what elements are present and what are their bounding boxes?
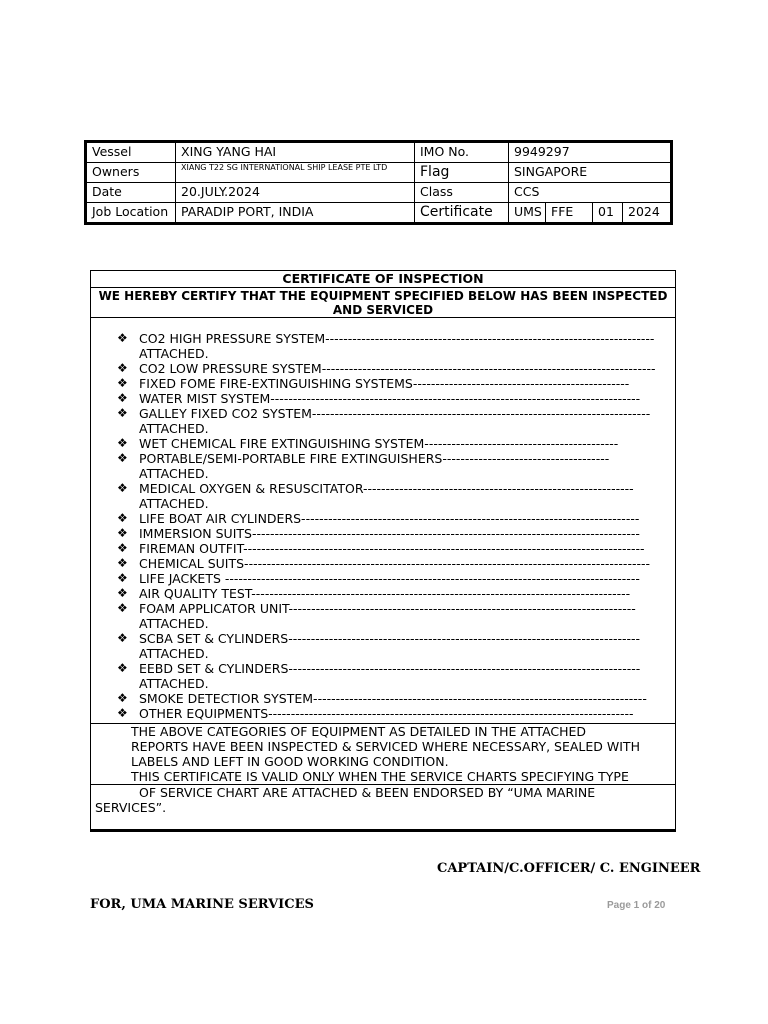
attached-note: ATTACHED. [139, 616, 209, 631]
list-item [91, 541, 675, 556]
diamond-bullet-icon: ❖ [117, 511, 128, 525]
list-item [91, 391, 675, 406]
diamond-bullet-icon: ❖ [117, 706, 128, 720]
note-line: THIS CERTIFICATE IS VALID ONLY WHEN THE SERVICE CHARTS SPECIFYING TYPE [131, 769, 629, 784]
diamond-bullet-icon: ❖ [117, 406, 128, 420]
certificate-title: CERTIFICATE OF INSPECTION [91, 271, 675, 288]
list-item [91, 451, 675, 481]
certificate-number-parts [509, 203, 670, 222]
equipment-name: SCBA SET & CYLINDERS------------------------------------------------------------------------------ [139, 631, 641, 646]
equipment-name: CO2 LOW PRESSURE SYSTEM-------------------------------------------------------------------------- [139, 361, 656, 376]
signatories: CAPTAIN/C.OFFICER/ C. ENGINEER [437, 861, 701, 876]
equipment-name: CHEMICAL SUITS------------------------------------------------------------------------------------------ [139, 556, 650, 571]
note-line: THE ABOVE CATEGORIES OF EQUIPMENT AS DETAILED IN THE ATTACHED [131, 724, 587, 739]
diamond-bullet-icon: ❖ [117, 481, 128, 495]
diamond-bullet-icon: ❖ [117, 601, 128, 615]
attached-note: ATTACHED. [139, 346, 209, 361]
equipment-name: IMMERSION SUITS-------------------------------------------------------------------------------------- [139, 526, 640, 541]
job-row [86, 203, 672, 224]
equipment-name: SMOKE DETECTIOR SYSTEM-------------------------------------------------------------------------- [139, 691, 647, 706]
diamond-bullet-icon: ❖ [117, 691, 128, 705]
list-item [91, 556, 675, 571]
list-item [91, 601, 675, 631]
diamond-bullet-icon: ❖ [117, 361, 128, 375]
vessel-value: XING YANG HAI [176, 142, 415, 163]
attached-note: ATTACHED. [139, 466, 209, 481]
diamond-bullet-icon: ❖ [117, 661, 128, 675]
equipment-name: CO2 HIGH PRESSURE SYSTEM------------------------------------------------------------------------- [139, 331, 655, 346]
equipment-name: EEBD SET & CYLINDERS------------------------------------------------------------------------------ [139, 661, 641, 676]
imo-label: IMO No. [415, 142, 509, 163]
diamond-bullet-icon: ❖ [117, 331, 128, 345]
diamond-bullet-icon: ❖ [117, 586, 128, 600]
list-item [91, 436, 675, 451]
diamond-bullet-icon: ❖ [117, 631, 128, 645]
list-item [91, 706, 675, 721]
attached-note: ATTACHED. [139, 646, 209, 661]
cert-part-ffe: FFE [546, 203, 593, 222]
diamond-bullet-icon: ❖ [117, 556, 128, 570]
diamond-bullet-icon: ❖ [117, 541, 128, 555]
diamond-bullet-icon: ❖ [117, 391, 128, 405]
equipment-name: GALLEY FIXED CO2 SYSTEM--------------------------------------------------------------------------- [139, 406, 651, 421]
certificate-label: Certificate [415, 203, 509, 224]
certification-note [131, 724, 671, 784]
certificate-box [90, 270, 676, 832]
equipment-name: WATER MIST SYSTEM---------------------------------------------------------------------------------- [139, 391, 641, 406]
diamond-bullet-icon: ❖ [117, 571, 128, 585]
list-item [91, 331, 675, 361]
equipment-name: WET CHEMICAL FIRE EXTINGUISHING SYSTEM------------------------------------------- [139, 436, 619, 451]
note-line: LABELS AND LEFT IN GOOD WORKING CONDITION. [131, 754, 449, 769]
job-location-label: Job Location [86, 203, 176, 224]
equipment-name: FIREMAN OUTFIT----------------------------------------------------------------------------------------- [139, 541, 645, 556]
certificate-statement: WE HEREBY CERTIFY THAT THE EQUIPMENT SPECIFIED BELOW HAS BEEN INSPECTED AND SERVICED [91, 288, 675, 318]
list-item [91, 661, 675, 691]
attached-note: ATTACHED. [139, 421, 209, 436]
for-company: FOR, UMA MARINE SERVICES [90, 897, 314, 912]
endorsement-note: OF SERVICE CHART ARE ATTACHED & BEEN ENDORSED BY “UMA MARINE SERVICES”. [95, 785, 596, 815]
equipment-name: MEDICAL OXYGEN & RESUSCITATOR------------------------------------------------------------ [139, 481, 634, 496]
equipment-name: LIFE BOAT AIR CYLINDERS--------------------------------------------------------------------------- [139, 511, 640, 526]
diamond-bullet-icon: ❖ [117, 526, 128, 540]
cert-part-year: 2024 [628, 204, 660, 219]
diamond-bullet-icon: ❖ [117, 451, 128, 465]
date-row [86, 183, 672, 203]
list-item [91, 526, 675, 541]
class-value: CCS [509, 183, 672, 203]
list-item [91, 406, 675, 436]
list-item [91, 586, 675, 601]
owners-row [86, 163, 672, 183]
imo-value: 9949297 [509, 142, 672, 163]
vessel-info-table [84, 140, 673, 225]
class-label: Class [415, 183, 509, 203]
note-line: REPORTS HAVE BEEN INSPECTED & SERVICED WHERE NECESSARY, SEALED WITH [131, 739, 640, 754]
owners-value: XIANG T22 SG INTERNATIONAL SHIP LEASE PTE LTD [176, 163, 415, 183]
list-item [91, 511, 675, 526]
equipment-name: AIR QUALITY TEST------------------------------------------------------------------------------------ [139, 586, 631, 601]
diamond-bullet-icon: ❖ [117, 436, 128, 450]
list-item [91, 571, 675, 586]
equipment-name: FOAM APPLICATOR UNIT----------------------------------------------------------------------------- [139, 601, 636, 616]
equipment-list [91, 331, 675, 721]
vessel-row [86, 142, 672, 163]
date-label: Date [86, 183, 176, 203]
owners-label: Owners [86, 163, 176, 183]
diamond-bullet-icon: ❖ [117, 376, 128, 390]
cert-part-ums: UMS [509, 203, 546, 222]
certificate-number [509, 203, 672, 224]
page-number: Page 1 of 20 [607, 900, 666, 911]
attached-note: ATTACHED. [139, 496, 209, 511]
list-item [91, 361, 675, 376]
list-item [91, 691, 675, 706]
equipment-name: FIXED FOME FIRE-EXTINGUISHING SYSTEMS------------------------------------------------ [139, 376, 630, 391]
equipment-name: PORTABLE/SEMI-PORTABLE FIRE EXTINGUISHERS------------------------------------- [139, 451, 610, 466]
list-item [91, 631, 675, 661]
equipment-name: OTHER EQUIPMENTS--------------------------------------------------------------------------------- [139, 706, 634, 721]
list-item [91, 376, 675, 391]
list-item [91, 481, 675, 511]
flag-label: Flag [415, 163, 509, 183]
attached-note: ATTACHED. [139, 676, 209, 691]
vessel-label: Vessel [86, 142, 176, 163]
flag-value: SINGAPORE [509, 163, 672, 183]
date-value: 20.JULY.2024 [176, 183, 415, 203]
cert-part-seq: 01 [593, 203, 623, 222]
equipment-name: LIFE JACKETS -------------------------------------------------------------------------------------------- [139, 571, 640, 586]
job-location-value: PARADIP PORT, INDIA [176, 203, 415, 224]
